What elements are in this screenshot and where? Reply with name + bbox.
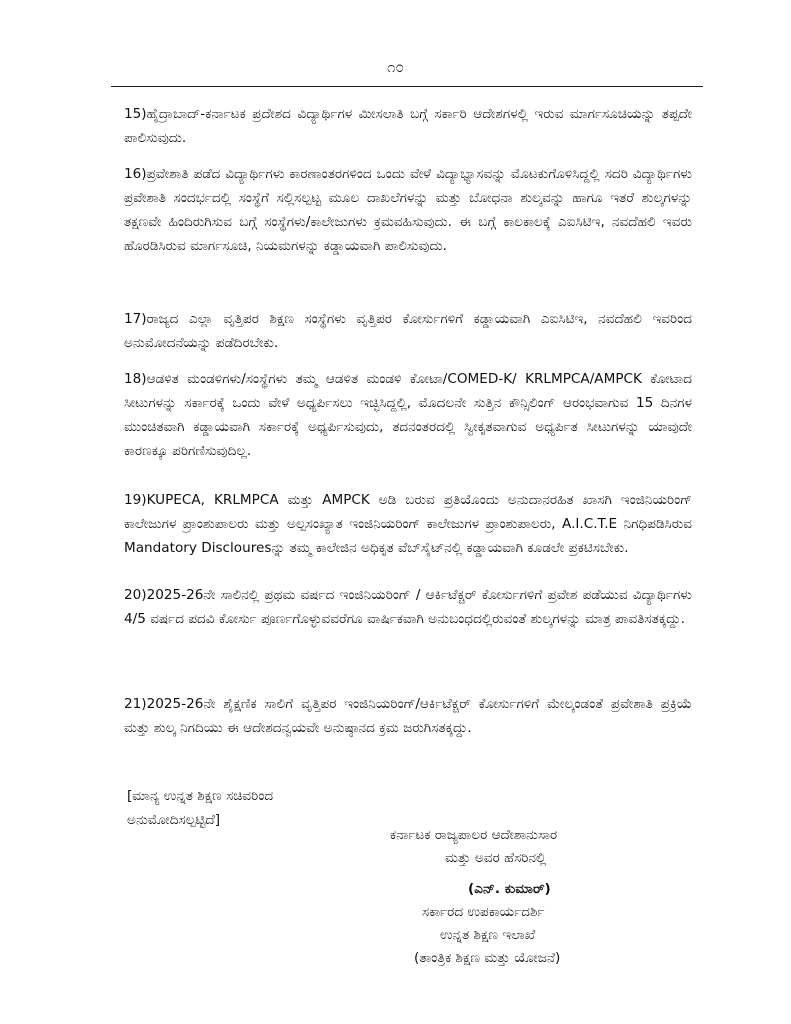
clause-text: 2025-26ನೇ ಶೈಕ್ಷಣಿಕ ಸಾಲಿಗೆ ವೃತ್ತಿಪರ ಇಂಜಿನಿಯರಿಂಗ್/ಆರ್ಕಿಟೆಕ್ಚರ್ ಕೋರ್ಸುಗಳಿಗೆ ಮೇಲ್ಕಂಡಂತೆ ಪ್ರವೇಶಾತಿ ಪ್ರಕ್ರಿಯೆ ಮತ್ತು ಶುಲ್ಕ ನಿಗದಿಯು ಈ ಆದೇಶದನ್ವಯವೇ ಅನುಷ್ಠಾನದ ಕ್ರಮ ಜರುಗಿಸತಕ್ಕದ್ದು. [124,696,692,736]
clause-17 [124,307,692,355]
order-line-2: ಮತ್ತು ಅವರ ಹೆಸರಿನಲ್ಲಿ [445,850,547,866]
clause-16 [124,162,692,258]
clause-text: ಪ್ರವೇಶಾತಿ ಪಡೆದ ವಿದ್ಯಾರ್ಥಿಗಳು ಕಾರಣಾಂತರಗಳಿಂದ ಒಂದು ವೇಳೆ ವಿದ್ಯಾಭ್ಯಾಸವನ್ನು ಮೊಟಕುಗೊಳಿಸಿದ್ದಲ್ಲಿ ಸದರಿ ವಿದ್ಯಾರ್ಥಿಗಳು ಪ್ರವೇಶಾತಿ ಸಂದರ್ಭದಲ್ಲಿ ಸಂಸ್ಥೆಗೆ ಸಲ್ಲಿಸಲ್ಪಟ್ಟ ಮೂಲ ದಾಖಲೆಗಳನ್ನು ಮತ್ತು ಬೋಧನಾ ಶುಲ್ಕವನ್ನು ಹಾಗೂ ಇತರೆ ಶುಲ್ಕಗಳನ್ನು ತಕ್ಷಣವೇ ಹಿಂದಿರುಗಿಸುವ ಬಗ್ಗೆ ಸಂಸ್ಥೆಗಳು/ಕಾಲೇಜುಗಳು ಕ್ರಮವಹಿಸುವುದು. ಈ ಬಗ್ಗೆ ಕಾಲಕಾಲಕ್ಕೆ ಎಐಸಿಟಿಇ, ನವದೆಹಲಿ ಇವರು ಹೊರಡಿಸಿರುವ ಮಾರ್ಗಸೂಚಿ, ನಿಯಮಗಳನ್ನು ಕಡ್ಡಾಯವಾಗಿ ಪಾಲಿಸುವುದು. [124,166,692,254]
approval-note-line-2: ಅನುಮೋದಿಸಲ್ಪಟ್ಟಿದೆ] [127,812,221,828]
signatory-designation: ಸರ್ಕಾರದ ಉಪಕಾರ್ಯದರ್ಶಿ [422,904,545,920]
clause-number: 15) [124,106,147,122]
clause-text: KUPECA, KRLMPCA ಮತ್ತು AMPCK ಅಡಿ ಬರುವ ಪ್ರತಿಯೊಂದು ಅನುದಾನರಹಿತ ಖಾಸಗಿ ಇಂಜಿನಿಯರಿಂಗ್ ಕಾಲೇಜುಗಳ ಪ್ರಾಂಶುಪಾಲರು ಮತ್ತು ಅಲ್ಪಸಂಖ್ಯಾತ ಇಂಜಿನಿಯರಿಂಗ್ ಕಾಲೇಜುಗಳ ಪ್ರಾಂಶುಪಾಲರು, A.I.C.T.E ನಿಗಧಿಪಡಿಸಿರುವ Mandatory Discloures‍ನ್ನು ತಮ್ಮ ಕಾಲೇಜಿನ ಅಧಿಕೃತ ವೆಬ್‌ಸೈಟ್‌ನಲ್ಲಿ ಕಡ್ಡಾಯವಾಗಿ ಕೂಡಲೇ ಪ್ರಕಟಿಸಬೇಕು. [124,492,692,556]
clause-number: 20) [124,587,147,603]
clause-text: ಆಡಳಿತ ಮಂಡಳಿಗಳು/ಸಂಸ್ಥೆಗಳು ತಮ್ಮ ಆಡಳಿತ ಮಂಡಳಿ ಕೋಟಾ/COMED-K/ KRLMPCA/AMPCK ಕೋಟಾದ ಸೀಟುಗಳನ್ನು ಸರ್ಕಾರಕ್ಕೆ ಒಂದು ವೇಳೆ ಅಧ್ಯರ್ಪಿಸಲು ಇಚ್ಛಿಸಿದ್ದಲ್ಲಿ, ಮೊದಲನೇ ಸುತ್ತಿನ ಕೌನ್ಸಿಲಿಂಗ್ ಆರಂಭವಾಗುವ 15 ದಿನಗಳ ಮುಂಚಿತವಾಗಿ ಕಡ್ಡಾಯವಾಗಿ ಸರ್ಕಾರಕ್ಕೆ ಅಧ್ಯರ್ಪಿಸುವುದು, ತದನಂತರದಲ್ಲಿ ಸ್ವೀಕೃತವಾಗುವ ಅಧ್ಯರ್ಪಿತ ಸೀಟುಗಳನ್ನು ಯಾವುದೇ ಕಾರಣಕ್ಕೂ ಪರಿಗಣಿಸುವುದಿಲ್ಲ. [124,371,692,459]
clause-18 [124,367,692,463]
clause-number: 19) [124,492,147,508]
clause-text: ಹೈದ್ರಾಬಾದ್-ಕರ್ನಾಟಕ ಪ್ರದೇಶದ ವಿದ್ಯಾರ್ಥಿಗಳ ಮೀಸಲಾತಿ ಬಗ್ಗೆ ಸರ್ಕಾರಿ ಆದೇಶಗಳಲ್ಲಿ ಇರುವ ಮಾರ್ಗಸೂಚಿಯನ್ನು ತಪ್ಪದೇ ಪಾಲಿಸುವುದು. [124,106,692,146]
clause-20 [124,583,692,631]
signatory-department: ಉನ್ನತ ಶಿಕ್ಷಣ ಇಲಾಖೆ [440,927,536,943]
order-line-1: ಕರ್ನಾಟಕ ರಾಜ್ಯಪಾಲರ ಆದೇಶಾನುಸಾರ [390,827,558,843]
clause-number: 18) [124,371,147,387]
clause-19 [124,488,692,560]
clause-number: 16) [124,166,147,182]
clause-text: 2025-26ನೇ ಸಾಲಿನಲ್ಲಿ ಪ್ರಥಮ ವರ್ಷದ ಇಂಜಿನಿಯರಿಂಗ್ / ಆರ್ಕಿಟೆಕ್ಚರ್ ಕೋರ್ಸುಗಳಿಗೆ ಪ್ರವೇಶ ಪಡೆಯುವ ವಿದ್ಯಾರ್ಥಿಗಳು 4/5 ವರ್ಷದ ಪದವಿ ಕೋರ್ಸು ಪೂರ್ಣಗೊಳ್ಳುವವರೆಗೂ ವಾರ್ಷಿಕವಾಗಿ ಅನುಬಂಧದಲ್ಲಿರುವಂತೆ ಶುಲ್ಕಗಳನ್ನು ಮಾತ್ರ ಪಾವತಿಸತಕ್ಕದ್ದು. [124,587,692,627]
clause-15 [124,102,692,150]
clause-21 [124,692,692,740]
clause-number: 17) [124,311,147,327]
clause-text: ರಾಜ್ಯದ ಎಲ್ಲಾ ವೃತ್ತಿಪರ ಶಿಕ್ಷಣ ಸಂಸ್ಥೆಗಳು ವೃತ್ತಿಪರ ಕೋರ್ಸುಗಳಿಗೆ ಕಡ್ಡಾಯವಾಗಿ ಎಐಸಿಟಿಇ, ನವದೆಹಲಿ ಇವರಿಂದ ಅನುಮೋದನೆಯನ್ನು ಪಡೆದಿರಬೇಕು. [124,311,692,351]
top-rule [111,86,703,87]
clause-number: 21) [124,696,147,712]
signatory-division: (ತಾಂತ್ರಿಕ ಶಿಕ್ಷಣ ಮತ್ತು ಯೋಜನೆ) [414,950,561,966]
page-number: ೧೦ [387,58,404,76]
approval-note-line-1: [ಮಾನ್ಯ ಉನ್ನತ ಶಿಕ್ಷಣ ಸಚಿವರಿಂದ [127,788,274,804]
signatory-name: (ಎನ್. ಕುಮಾರ್) [468,881,551,897]
